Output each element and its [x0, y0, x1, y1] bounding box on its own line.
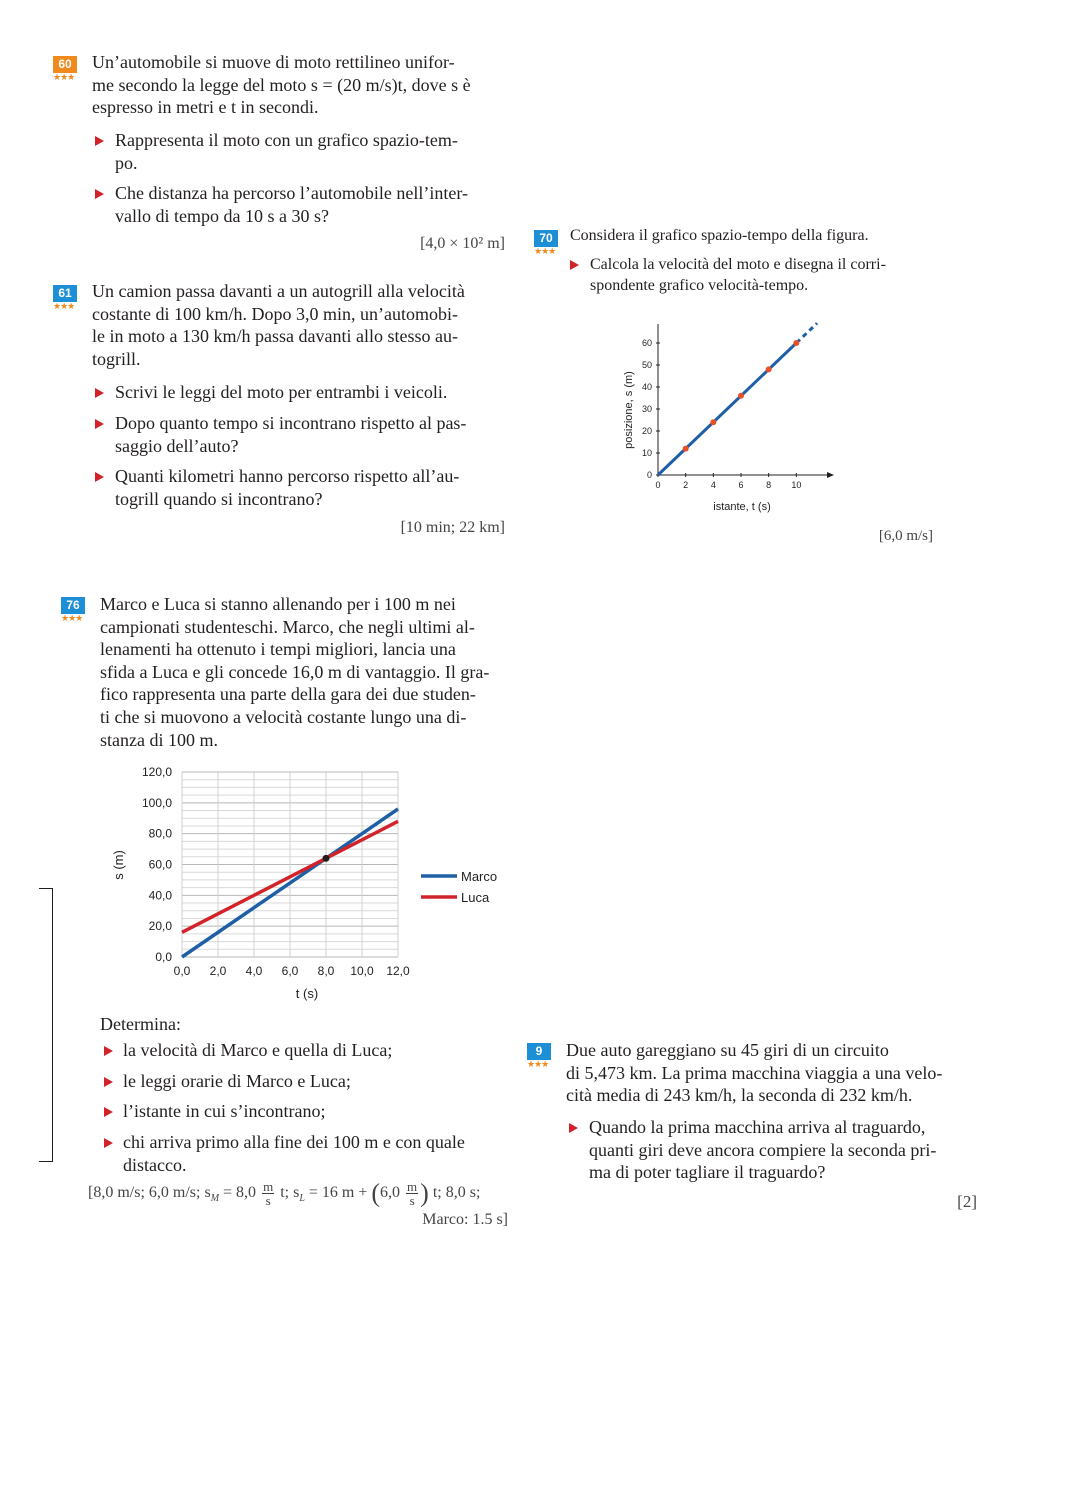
fraction-denominator: s: [265, 1192, 271, 1208]
y-axis-label: s (m): [111, 850, 126, 880]
y-tick-label: 60: [641, 338, 652, 348]
x-tick-label: 4: [710, 480, 716, 490]
text-line: ma di poter tagliare il traguardo?: [589, 1162, 826, 1183]
question-item: [589, 1116, 977, 1184]
intersection-point: [323, 855, 330, 862]
x-tick-label: 10: [791, 480, 802, 490]
problem-number-badge: 61: [53, 285, 77, 302]
answer-text: 6,0: [380, 1184, 405, 1201]
text-line: Marco e Luca si stanno allenando per i 100 m nei: [100, 594, 456, 614]
text-line: Rappresenta il moto con un grafico spazio-tem-: [115, 130, 458, 150]
y-tick-label: 120,0: [141, 765, 172, 779]
text-line: Calcola la velocità del moto e disegna il corri-: [590, 256, 886, 273]
bullet-icon: [95, 136, 104, 146]
text-line: Quando la prima macchina arriva al traguardo,: [589, 1117, 926, 1137]
text-line: espresso in metri e t in secondi.: [92, 97, 319, 118]
bullet-icon: [95, 419, 104, 429]
position-time-chart: [610, 305, 840, 520]
text-line: Dopo quanto tempo si incontrano rispetto al pas-: [115, 413, 467, 433]
x-tick-label: 6,0: [281, 964, 299, 978]
data-point: [710, 419, 716, 425]
text-line: vallo di tempo da 10 s a 30 s?: [115, 205, 329, 226]
text-line: cità media di 243 km/h, la seconda di 232 km/h.: [566, 1085, 913, 1106]
problem-number-badge: 9: [527, 1043, 551, 1060]
text-line: chi arriva primo alla fine dei 100 m e con quale: [123, 1132, 465, 1152]
problem-number-badge: 60: [53, 56, 77, 73]
difficulty-stars: ★★★: [61, 614, 83, 624]
bullet-icon: [95, 388, 104, 398]
y-tick-label: 30: [641, 404, 652, 414]
y-tick-label: 10: [641, 448, 652, 458]
answer-text: t; s: [276, 1184, 300, 1201]
series-extension-dashed: [796, 323, 817, 343]
fraction-numerator: m: [407, 1178, 418, 1194]
x-axis-label: istante, t (s): [713, 501, 771, 513]
problem-text: [566, 1039, 977, 1107]
fraction-denominator: s: [409, 1192, 415, 1208]
question-item: [115, 412, 505, 457]
difficulty-stars: ★★★: [534, 247, 556, 257]
margin-bracket: [39, 888, 53, 1162]
text-line: fico rappresenta una parte della gara dei due studen-: [100, 684, 476, 705]
bullet-icon: [95, 189, 104, 199]
y-tick-label: 60,0: [148, 857, 172, 872]
answer: [6,0 m/s]: [878, 528, 933, 544]
problem-text: [92, 51, 506, 119]
bullet-icon: [570, 260, 579, 270]
bullet-icon: [95, 472, 104, 482]
text-line: sfida a Luca e gli concede 16,0 m di vantaggio. Il gra-: [100, 661, 490, 682]
text-line: lenamenti ha ottenuto i tempi migliori, lancia una: [100, 639, 456, 660]
bullet-icon: [104, 1107, 113, 1117]
y-tick-label: 20: [641, 426, 652, 436]
text-line: campionati studenteschi. Marco, che negli ultimi al-: [100, 616, 475, 637]
question-item: [115, 129, 505, 174]
answer: [10 min; 22 km]: [400, 519, 505, 536]
bullet-icon: [104, 1077, 113, 1087]
answer-text: t; 8,0 s;: [428, 1184, 481, 1201]
answer-subscript: M: [210, 1193, 220, 1205]
data-point: [738, 393, 744, 399]
answer: [4,0 × 10² m]: [420, 235, 505, 252]
text-line: le in moto a 130 km/h passa davanti allo stesso au-: [92, 326, 458, 347]
problem-text: Considera il grafico spazio-tempo della figura.: [570, 227, 869, 244]
text-line: ti che si muovono a velocità costante lungo una di-: [100, 706, 467, 727]
x-tick-label: 2: [683, 480, 689, 490]
answer: [2]: [957, 1192, 977, 1211]
y-tick-label: 40: [641, 382, 652, 392]
answer: [8,0 m/s; 6,0 m/s; $s_M = 8,0$ $\frac{m}{s}$ t; $s_L = 16$ m + (6,0 $\frac{m}{s}$ ) t; 8,0 s;: [88, 1178, 481, 1208]
answer-text: [8,0 m/s; 6,0 m/s; s: [88, 1184, 211, 1201]
x-tick-label: 8,0: [317, 964, 335, 978]
legend-label: Marco: [461, 869, 498, 884]
text-line: di 5,473 km. La prima macchina viaggia a una velo-: [566, 1062, 943, 1083]
x-tick-label: 4,0: [245, 964, 263, 978]
text-line: costante di 100 km/h. Dopo 3,0 min, un’automobi-: [92, 303, 458, 324]
answer-text: = 16 m +: [304, 1184, 372, 1201]
bullet-icon: [104, 1138, 113, 1148]
question-item: [123, 1131, 513, 1176]
chart-grid: [182, 772, 398, 957]
x-tick-label: 2,0: [209, 964, 227, 978]
x-tick-label: 0: [655, 480, 661, 490]
question-item: l’istante in cui s’incontrano;: [123, 1101, 326, 1121]
text-line: me secondo la legge del moto s = (20 m/s)t, dove s è: [92, 74, 471, 95]
data-point: [683, 446, 689, 452]
text-line: Un’automobile si muove di moto rettilineo unifor-: [92, 52, 455, 72]
question-item: [115, 465, 505, 510]
x-tick-label: 0,0: [173, 964, 191, 978]
y-axis-label: posizione, s (m): [623, 371, 635, 449]
bullet-icon: [569, 1123, 578, 1133]
fraction-numerator: m: [263, 1178, 274, 1194]
question-item: le leggi orarie di Marco e Luca;: [123, 1071, 351, 1091]
text-line: Che distanza ha percorso l’automobile nell’inter-: [115, 183, 469, 203]
x-tick-label: 8: [766, 480, 772, 490]
y-tick-label: 20,0: [148, 919, 172, 934]
text-line: quanti giri deve ancora compiere la seconda pri-: [589, 1139, 937, 1160]
text-line: distacco.: [123, 1154, 187, 1175]
chart-axes: [658, 324, 834, 478]
text-line: po.: [115, 152, 138, 173]
y-tick-label: 0,0: [155, 950, 172, 964]
x-axis-arrow-icon: [827, 472, 834, 478]
text-line: stanza di 100 m.: [100, 729, 218, 750]
question-item: la velocità di Marco e quella di Luca;: [123, 1040, 393, 1060]
question-item: [590, 254, 886, 296]
answer-subscript: L: [299, 1193, 305, 1205]
x-tick-label: 12,0: [386, 964, 410, 978]
problem-number-badge: 76: [61, 597, 85, 614]
data-point: [793, 340, 799, 346]
chart-series: [658, 323, 817, 475]
y-tick-label: 80,0: [148, 826, 172, 841]
answer: Marco: 1.5 s]: [422, 1211, 508, 1228]
x-tick-label: 10,0: [350, 964, 374, 978]
question-item: [115, 182, 505, 227]
race-chart: [105, 760, 525, 1010]
data-point: [766, 366, 772, 372]
difficulty-stars: ★★★: [527, 1060, 549, 1070]
problem-text: [100, 593, 509, 751]
x-tick-label: 6: [738, 480, 744, 490]
bullet-icon: [104, 1046, 113, 1056]
text-line: Due auto gareggiano su 45 giri di un circuito: [566, 1040, 889, 1060]
series-line: [658, 343, 796, 475]
answer-text: = 8,0: [219, 1184, 261, 1201]
question-item: [115, 381, 505, 404]
chart-legend: [421, 869, 497, 905]
y-tick-label: 0: [646, 470, 652, 480]
text-line: Un camion passa davanti a un autogrill alla velocità: [92, 281, 465, 301]
x-axis-label: t (s): [295, 986, 319, 1001]
text-line: Scrivi le leggi del moto per entrambi i veicoli.: [115, 382, 448, 402]
problem-text: [92, 280, 506, 370]
legend-label: Luca: [461, 890, 490, 905]
determina-heading: Determina:: [100, 1014, 181, 1034]
problem-number-badge: 70: [534, 230, 558, 247]
text-line: spondente grafico velocità-tempo.: [590, 277, 809, 294]
text-line: saggio dell’auto?: [115, 435, 239, 456]
text-line: Quanti kilometri hanno percorso rispetto all’au-: [115, 466, 460, 486]
y-tick-label: 40,0: [148, 888, 172, 903]
difficulty-stars: ★★★: [53, 73, 75, 83]
difficulty-stars: ★★★: [53, 302, 75, 312]
y-tick-label: 100,0: [141, 795, 172, 810]
y-tick-label: 50: [641, 360, 652, 370]
text-line: togrill quando si incontrano?: [115, 488, 323, 509]
text-line: togrill.: [92, 348, 141, 369]
